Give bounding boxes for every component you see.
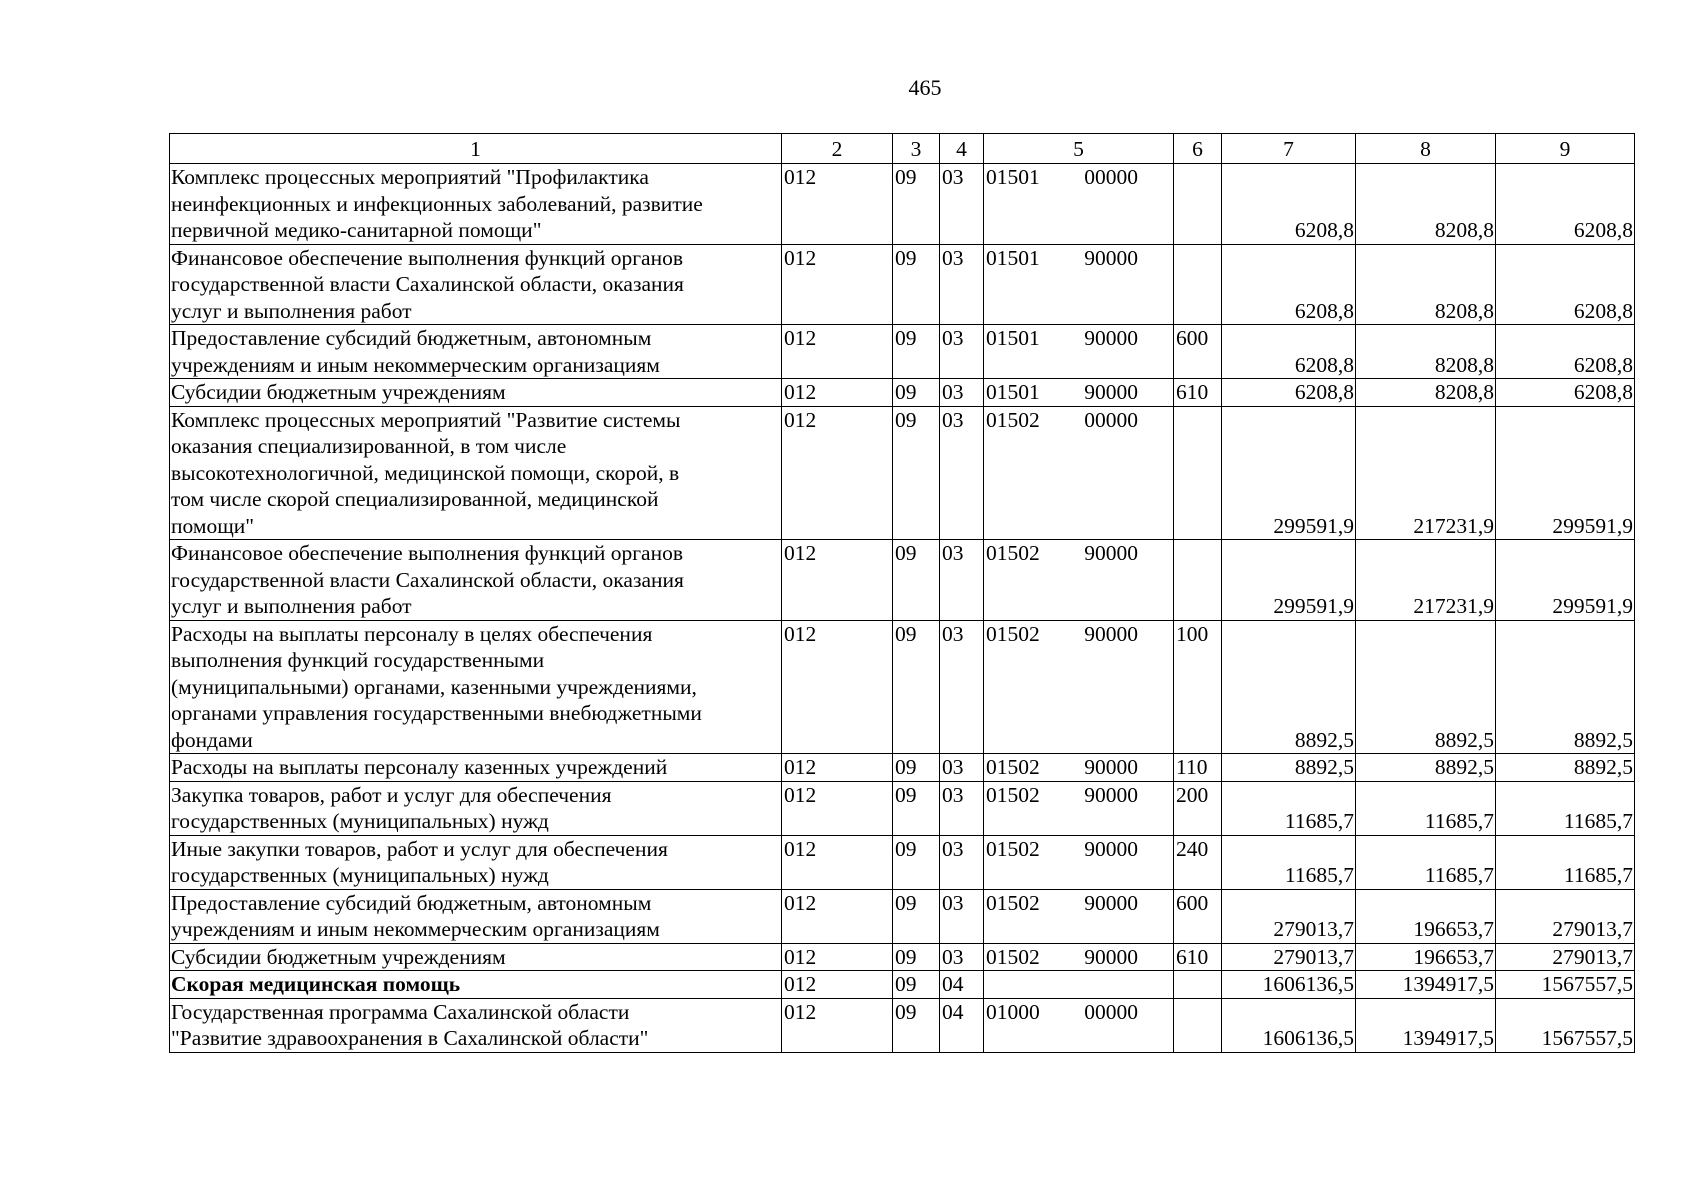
code-admin-cell: 012 — [782, 998, 893, 1052]
code-section-cell: 09 — [893, 406, 940, 540]
code-admin-cell: 012 — [782, 379, 893, 407]
row-name-line: фондами — [171, 727, 253, 752]
row-name-cell — [170, 998, 782, 1052]
table-row — [170, 244, 1635, 325]
code-article-cell — [984, 620, 1174, 754]
code-article-direction: 00000 — [1084, 407, 1138, 432]
amount-col9-cell: 6208,8 — [1496, 379, 1635, 407]
code-section-cell: 09 — [893, 998, 940, 1052]
budget-table — [169, 133, 1635, 1053]
code-section-cell: 09 — [893, 889, 940, 943]
code-admin-cell: 012 — [782, 406, 893, 540]
amount-col9-cell: 6208,8 — [1496, 325, 1635, 379]
code-expense-type-cell: 600 — [1174, 325, 1222, 379]
row-name-line: государственной власти Сахалинской области, оказания — [171, 567, 684, 592]
amount-col9-cell: 6208,8 — [1496, 164, 1635, 245]
code-expense-type-cell — [1174, 998, 1222, 1052]
amount-col9-cell: 279013,7 — [1496, 889, 1635, 943]
row-name-line: помощи" — [171, 513, 255, 538]
row-name-line: Комплекс процессных мероприятий "Развитие системы — [171, 407, 681, 432]
table-row — [170, 889, 1635, 943]
row-name-line: (муниципальными) органами, казенными учреждениями, — [171, 674, 697, 699]
code-article-program: 01502 — [986, 541, 1040, 565]
code-subsection-cell: 03 — [940, 406, 984, 540]
amount-col9-cell: 8892,5 — [1496, 620, 1635, 754]
code-article-direction: 90000 — [1084, 836, 1138, 861]
code-article-program: 01000 — [986, 999, 1040, 1024]
amount-col7-cell: 8892,5 — [1222, 754, 1356, 782]
amount-col8-cell: 196653,7 — [1356, 889, 1496, 943]
table-row — [170, 325, 1635, 379]
amount-col9-cell: 299591,9 — [1496, 406, 1635, 540]
code-article-direction: 90000 — [1084, 621, 1138, 646]
row-name-line: Расходы на выплаты персоналу казенных учреждений — [171, 755, 668, 779]
code-article-program: 01502 — [986, 755, 1040, 779]
header-row — [170, 134, 1635, 164]
code-subsection-cell: 03 — [940, 620, 984, 754]
amount-col8-cell: 8208,8 — [1356, 164, 1496, 245]
code-article-cell — [984, 754, 1174, 782]
amount-col7-cell: 299591,9 — [1222, 540, 1356, 621]
code-article-direction: 00000 — [1084, 165, 1138, 189]
code-article-direction: 90000 — [1084, 541, 1138, 565]
row-name-line: "Развитие здравоохранения в Сахалинской области" — [171, 1026, 649, 1050]
header-cell: 4 — [940, 134, 984, 164]
code-expense-type-cell — [1174, 540, 1222, 621]
code-article-cell — [984, 406, 1174, 540]
code-subsection-cell: 04 — [940, 998, 984, 1052]
amount-col7-cell: 6208,8 — [1222, 244, 1356, 325]
code-article-cell — [984, 244, 1174, 325]
code-expense-type-cell — [1174, 244, 1222, 325]
header-cell: 3 — [893, 134, 940, 164]
row-name-cell — [170, 971, 782, 999]
amount-col7-cell: 1606136,5 — [1222, 998, 1356, 1052]
code-article-cell — [984, 943, 1174, 971]
row-name-cell — [170, 379, 782, 407]
code-article-program: 01502 — [986, 621, 1040, 646]
code-admin-cell: 012 — [782, 889, 893, 943]
code-article-program: 01502 — [986, 407, 1040, 432]
code-section-cell: 09 — [893, 164, 940, 245]
row-name-line: первичной медико-санитарной помощи" — [171, 218, 542, 242]
code-admin-cell: 012 — [782, 540, 893, 621]
row-name-line: Скорая медицинская помощь — [171, 972, 461, 996]
code-expense-type-cell — [1174, 406, 1222, 540]
code-subsection-cell: 03 — [940, 164, 984, 245]
code-expense-type-cell: 110 — [1174, 754, 1222, 782]
code-expense-type-cell: 600 — [1174, 889, 1222, 943]
code-article-direction: 90000 — [1084, 755, 1138, 779]
row-name-cell — [170, 835, 782, 889]
row-name-line: услуг и выполнения работ — [171, 594, 412, 618]
table-row — [170, 781, 1635, 835]
row-name-cell — [170, 244, 782, 325]
table-row — [170, 943, 1635, 971]
code-article-cell — [984, 164, 1174, 245]
table-row — [170, 620, 1635, 754]
code-admin-cell: 012 — [782, 754, 893, 782]
amount-col8-cell: 217231,9 — [1356, 540, 1496, 621]
amount-col7-cell: 11685,7 — [1222, 835, 1356, 889]
code-expense-type-cell: 200 — [1174, 781, 1222, 835]
amount-col7-cell: 279013,7 — [1222, 889, 1356, 943]
amount-col8-cell: 8892,5 — [1356, 754, 1496, 782]
code-subsection-cell: 03 — [940, 943, 984, 971]
amount-col7-cell: 6208,8 — [1222, 164, 1356, 245]
row-name-cell — [170, 540, 782, 621]
code-expense-type-cell: 100 — [1174, 620, 1222, 754]
row-name-line: государственных (муниципальных) нужд — [171, 863, 549, 887]
code-expense-type-cell: 610 — [1174, 379, 1222, 407]
code-subsection-cell: 03 — [940, 379, 984, 407]
amount-col9-cell: 1567557,5 — [1496, 971, 1635, 999]
code-section-cell: 09 — [893, 540, 940, 621]
row-name-line: Финансовое обеспечение выполнения функций органов — [171, 245, 683, 270]
code-subsection-cell: 04 — [940, 971, 984, 999]
amount-col8-cell: 8208,8 — [1356, 244, 1496, 325]
table-row — [170, 540, 1635, 621]
code-admin-cell: 012 — [782, 835, 893, 889]
code-article-program: 01502 — [986, 890, 1040, 915]
amount-col9-cell: 8892,5 — [1496, 754, 1635, 782]
page-number: 465 — [908, 75, 942, 100]
amount-col8-cell: 8208,8 — [1356, 379, 1496, 407]
code-article-program: 01502 — [986, 782, 1040, 807]
table-row — [170, 379, 1635, 407]
row-name-line: Иные закупки товаров, работ и услуг для обеспечения — [171, 836, 668, 861]
code-admin-cell: 012 — [782, 325, 893, 379]
row-name-line: Комплекс процессных мероприятий "Профилактика — [171, 165, 649, 189]
code-admin-cell: 012 — [782, 244, 893, 325]
code-subsection-cell: 03 — [940, 889, 984, 943]
code-article-direction: 90000 — [1084, 326, 1138, 350]
code-expense-type-cell — [1174, 971, 1222, 999]
table-row — [170, 971, 1635, 999]
code-expense-type-cell: 240 — [1174, 835, 1222, 889]
row-name-line: Расходы на выплаты персоналу в целях обеспечения — [171, 621, 653, 646]
code-section-cell: 09 — [893, 971, 940, 999]
amount-col7-cell: 8892,5 — [1222, 620, 1356, 754]
code-section-cell: 09 — [893, 781, 940, 835]
code-article-cell — [984, 781, 1174, 835]
row-name-cell — [170, 781, 782, 835]
header-cell: 6 — [1174, 134, 1222, 164]
code-article-cell — [984, 325, 1174, 379]
amount-col8-cell: 11685,7 — [1356, 835, 1496, 889]
row-name-line: органами управления государственными внебюджетными — [171, 701, 702, 725]
code-article-direction: 90000 — [1084, 245, 1138, 270]
header-cell: 9 — [1496, 134, 1635, 164]
code-article-program: 01501 — [986, 380, 1040, 404]
row-name-cell — [170, 620, 782, 754]
code-subsection-cell: 03 — [940, 781, 984, 835]
row-name-line: оказания специализированной, в том числе — [171, 434, 567, 458]
code-section-cell: 09 — [893, 620, 940, 754]
amount-col8-cell: 8892,5 — [1356, 620, 1496, 754]
code-section-cell: 09 — [893, 943, 940, 971]
amount-col7-cell: 279013,7 — [1222, 943, 1356, 971]
code-article-cell — [984, 998, 1174, 1052]
amount-col8-cell: 196653,7 — [1356, 943, 1496, 971]
code-subsection-cell: 03 — [940, 325, 984, 379]
row-name-line: Субсидии бюджетным учреждениям — [171, 380, 506, 404]
code-article-program: 01501 — [986, 245, 1040, 270]
code-subsection-cell: 03 — [940, 540, 984, 621]
code-article-program: 01501 — [986, 165, 1040, 189]
row-name-cell — [170, 754, 782, 782]
row-name-line: выполнения функций государственными — [171, 648, 545, 672]
row-name-line: Государственная программа Сахалинской области — [171, 999, 630, 1024]
code-admin-cell: 012 — [782, 943, 893, 971]
amount-col7-cell: 11685,7 — [1222, 781, 1356, 835]
code-subsection-cell: 03 — [940, 835, 984, 889]
code-section-cell: 09 — [893, 244, 940, 325]
amount-col8-cell: 11685,7 — [1356, 781, 1496, 835]
code-admin-cell: 012 — [782, 164, 893, 245]
row-name-line: Предоставление субсидий бюджетным, автономным — [171, 890, 652, 915]
code-section-cell: 09 — [893, 754, 940, 782]
amount-col7-cell: 299591,9 — [1222, 406, 1356, 540]
code-article-cell — [984, 971, 1174, 999]
table-row — [170, 164, 1635, 245]
code-subsection-cell: 03 — [940, 754, 984, 782]
amount-col7-cell: 1606136,5 — [1222, 971, 1356, 999]
code-section-cell: 09 — [893, 835, 940, 889]
code-section-cell: 09 — [893, 379, 940, 407]
amount-col9-cell: 1567557,5 — [1496, 998, 1635, 1052]
code-article-program: 01502 — [986, 944, 1040, 969]
code-article-direction: 90000 — [1084, 944, 1138, 969]
table-row — [170, 754, 1635, 782]
row-name-cell — [170, 164, 782, 245]
amount-col8-cell: 1394917,5 — [1356, 971, 1496, 999]
table-row — [170, 835, 1635, 889]
header-cell: 1 — [170, 134, 782, 164]
amount-col7-cell: 6208,8 — [1222, 379, 1356, 407]
code-article-direction: 90000 — [1084, 890, 1138, 915]
header-cell: 2 — [782, 134, 893, 164]
row-name-line: высокотехнологичной, медицинской помощи, скорой, в — [171, 460, 680, 485]
code-expense-type-cell — [1174, 164, 1222, 245]
code-article-direction: 00000 — [1084, 999, 1138, 1024]
amount-col7-cell: 6208,8 — [1222, 325, 1356, 379]
header-cell: 7 — [1222, 134, 1356, 164]
amount-col8-cell: 8208,8 — [1356, 325, 1496, 379]
amount-col9-cell: 11685,7 — [1496, 781, 1635, 835]
code-article-program: 01502 — [986, 836, 1040, 861]
code-article-direction: 90000 — [1084, 782, 1138, 807]
code-admin-cell: 012 — [782, 971, 893, 999]
code-article-cell — [984, 835, 1174, 889]
row-name-line: Субсидии бюджетным учреждениям — [171, 944, 506, 969]
amount-col8-cell: 1394917,5 — [1356, 998, 1496, 1052]
row-name-line: учреждениям и иным некоммерческим организациям — [171, 352, 660, 377]
row-name-cell — [170, 889, 782, 943]
code-admin-cell: 012 — [782, 620, 893, 754]
code-article-direction: 90000 — [1084, 380, 1138, 404]
row-name-cell — [170, 406, 782, 540]
code-subsection-cell: 03 — [940, 244, 984, 325]
table-row — [170, 406, 1635, 540]
code-expense-type-cell: 610 — [1174, 943, 1222, 971]
amount-col8-cell: 217231,9 — [1356, 406, 1496, 540]
amount-col9-cell: 299591,9 — [1496, 540, 1635, 621]
code-article-program: 01501 — [986, 326, 1040, 350]
row-name-cell — [170, 325, 782, 379]
amount-col9-cell: 11685,7 — [1496, 835, 1635, 889]
row-name-line: неинфекционных и инфекционных заболеваний, развитие — [171, 191, 703, 216]
row-name-line: том числе скорой специализированной, медицинской — [171, 487, 659, 511]
header-cell: 8 — [1356, 134, 1496, 164]
row-name-line: Закупка товаров, работ и услуг для обеспечения — [171, 782, 612, 807]
row-name-line: Финансовое обеспечение выполнения функций органов — [171, 541, 683, 565]
row-name-line: государственной власти Сахалинской области, оказания — [171, 272, 684, 296]
code-section-cell: 09 — [893, 325, 940, 379]
code-article-cell — [984, 889, 1174, 943]
row-name-line: государственных (муниципальных) нужд — [171, 809, 549, 833]
row-name-line: услуг и выполнения работ — [171, 298, 412, 323]
amount-col9-cell: 279013,7 — [1496, 943, 1635, 971]
header-cell: 5 — [984, 134, 1174, 164]
amount-col9-cell: 6208,8 — [1496, 244, 1635, 325]
code-article-cell — [984, 540, 1174, 621]
table-body — [170, 164, 1635, 1053]
code-article-cell — [984, 379, 1174, 407]
row-name-line: учреждениям и иным некоммерческим организациям — [171, 917, 660, 941]
row-name-cell — [170, 943, 782, 971]
code-admin-cell: 012 — [782, 781, 893, 835]
table-row — [170, 998, 1635, 1052]
row-name-line: Предоставление субсидий бюджетным, автономным — [171, 326, 652, 350]
